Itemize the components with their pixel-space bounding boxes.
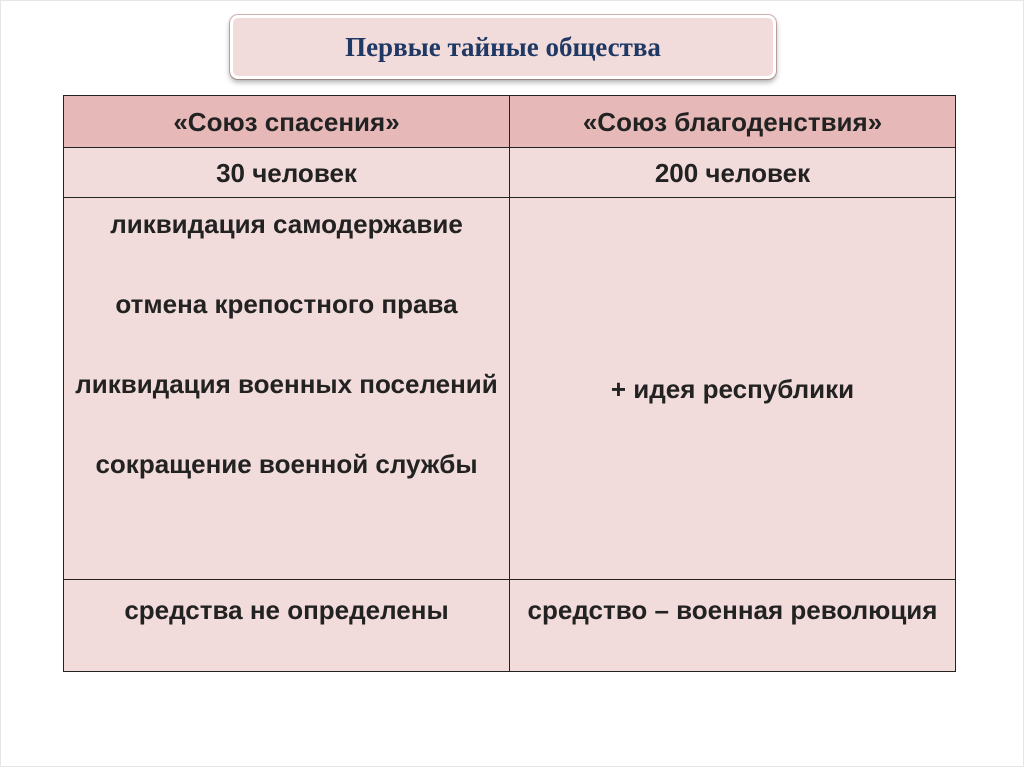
header-cell-soyuz-blagodenstviya: «Союз благоденствия»	[510, 96, 956, 148]
goal-item: ликвидация самодержавие	[110, 209, 463, 239]
members-cell-left: 30 человек	[64, 148, 510, 198]
members-cell-right: 200 человек	[510, 148, 956, 198]
goals-cell-left	[64, 198, 510, 580]
goal-item: сокращение военной службы	[95, 449, 478, 479]
table-row-goals	[64, 198, 956, 580]
table-row-means	[64, 580, 956, 672]
comparison-table	[63, 95, 956, 672]
title-box	[230, 15, 776, 79]
goals-cell-right: + идея республики	[510, 198, 956, 580]
table-header-row	[64, 96, 956, 148]
goal-item: ликвидация военных поселений	[75, 369, 498, 399]
means-cell-left: средства не определены	[64, 580, 510, 672]
goal-item: отмена крепостного права	[115, 289, 458, 319]
slide-title: Первые тайные общества	[345, 31, 661, 62]
header-cell-soyuz-spaseniya: «Союз спасения»	[64, 96, 510, 148]
table-row-members	[64, 148, 956, 198]
means-cell-right: средство – военная революция	[510, 580, 956, 672]
